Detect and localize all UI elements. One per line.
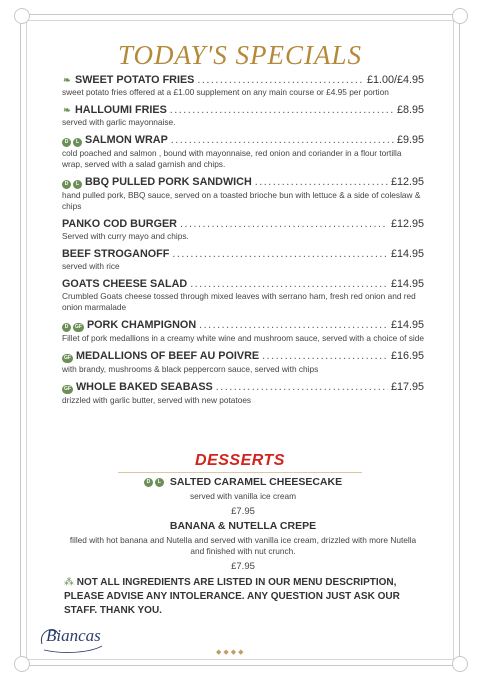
menu-item-header <box>62 278 424 290</box>
dessert-price: £7.95 <box>231 506 255 517</box>
gluten-free-icon: GF <box>64 355 71 361</box>
menu-item-price: £1.00/£4.95 <box>366 74 424 86</box>
menu-item <box>62 134 424 170</box>
dessert-name-row <box>62 476 424 488</box>
menu-item-header <box>62 248 424 260</box>
dietary-badges <box>62 385 73 394</box>
lactose-icon: L <box>73 180 82 189</box>
leader-dots <box>172 248 388 260</box>
dairy-icon: D <box>62 138 71 147</box>
dessert-item <box>62 476 424 517</box>
dessert-name: BANANA & NUTELLA CREPE <box>169 520 317 532</box>
menu-item-price: £14.95 <box>390 278 424 290</box>
menu-item-header <box>62 319 424 332</box>
dietary-badges <box>62 106 72 115</box>
menu-item-name: WHOLE BAKED SEABASS <box>75 381 213 393</box>
dessert-description: served with vanilla ice cream <box>189 491 297 501</box>
menu-item-description: drizzled with garlic butter, served with new potatoes <box>62 395 252 405</box>
dessert-price: £7.95 <box>231 561 255 572</box>
menu-item-header <box>62 176 424 189</box>
menu-item-description: Crumbled Goats cheese tossed through mixed leaves with serrano ham, fresh red onion and red onion marmalade <box>62 291 416 312</box>
vegetarian-icon: ❧ <box>63 75 71 85</box>
dairy-icon: D <box>62 180 71 189</box>
menu-item-description: cold poached and salmon , bound with mayonnaise, red onion and coriander in a flour tortilla wrap, served with a salad garnish and chips. <box>62 148 402 169</box>
menu-item <box>62 218 424 242</box>
leader-dots <box>171 134 394 146</box>
leader-dots <box>199 319 388 331</box>
dietary-badges <box>62 354 73 363</box>
dessert-description: filled with hot banana and Nutella and served with vanilla ice cream, drizzled with more Nutella and finished with nut crunch. <box>69 535 417 556</box>
menu-item <box>62 104 424 128</box>
menu-item <box>62 74 424 98</box>
vegetarian-icon: ❧ <box>63 105 71 115</box>
desserts-divider <box>118 472 362 473</box>
leader-dots <box>180 218 388 230</box>
corner-ornament <box>452 656 468 672</box>
leader-dots <box>170 104 394 116</box>
menu-item-name: GOATS CHEESE SALAD <box>62 278 188 290</box>
menu-item <box>62 248 424 272</box>
dietary-badges <box>62 180 82 189</box>
menu-item-description: served with rice <box>62 261 120 271</box>
menu-item-price: £16.95 <box>390 350 424 362</box>
specials-list <box>62 74 424 412</box>
menu-item-description: with brandy, mushrooms & black peppercorn sauce, served with chips <box>62 364 319 374</box>
lactose-icon: L <box>155 478 164 487</box>
dairy-icon: D <box>144 478 153 487</box>
menu-item-price: £14.95 <box>390 319 424 331</box>
menu-item-description: Fillet of pork medallions in a creamy white wine and mushroom sauce, served with a choice of side <box>62 333 425 343</box>
menu-item-price: £8.95 <box>396 104 424 116</box>
menu-item-header <box>62 74 424 86</box>
menu-item <box>62 319 424 344</box>
menu-item-name: BEEF STROGANOFF <box>62 248 170 260</box>
dietary-badges <box>62 323 84 332</box>
menu-item-price: £12.95 <box>390 176 424 188</box>
menu-item-description: hand pulled pork, BBQ sauce, served on a toasted brioche bun with lettuce & a side of coleslaw & chips <box>62 190 421 211</box>
footer-ornament-icon: ◆◆◆◆ <box>216 649 246 656</box>
desserts-heading: DESSERTS <box>195 452 285 469</box>
leader-dots <box>197 74 364 86</box>
menu-item-description: served with garlic mayonnaise. <box>62 117 176 127</box>
dessert-badges <box>144 478 164 487</box>
menu-item-price: £17.95 <box>390 381 424 393</box>
leader-dots <box>255 176 388 188</box>
allergen-ornament-icon: ⁂ <box>64 577 74 588</box>
menu-item-header <box>62 104 424 116</box>
menu-item-header <box>62 381 424 394</box>
dairy-icon: D <box>62 323 71 332</box>
menu-item-name: HALLOUMI FRIES <box>75 104 167 116</box>
corner-ornament <box>452 8 468 24</box>
menu-item <box>62 176 424 212</box>
menu-item-name: PANKO COD BURGER <box>62 218 177 230</box>
leader-dots <box>190 278 388 290</box>
dietary-badges <box>62 76 72 85</box>
logo-text: Biancas <box>46 626 101 645</box>
menu-item-price: £9.95 <box>396 134 424 146</box>
menu-item-name: PORK CHAMPIGNON <box>86 319 197 331</box>
page-title: TODAY'S SPECIALS <box>117 40 363 70</box>
logo <box>36 622 106 656</box>
dessert-name: SALTED CARAMEL CHEESECAKE <box>169 476 343 488</box>
menu-item-header <box>62 134 424 147</box>
menu-item-description: sweet potato fries offered at a £1.00 supplement on any main course or £4.95 per portion <box>62 87 389 97</box>
menu-item-name: MEDALLIONS OF BEEF AU POIVRE <box>75 350 260 362</box>
gluten-free-icon: GF <box>75 324 82 330</box>
menu-item <box>62 350 424 375</box>
lactose-icon: L <box>73 138 82 147</box>
allergen-notice <box>64 576 424 618</box>
menu-item-name: BBQ PULLED PORK SANDWICH <box>85 176 252 188</box>
menu-item <box>62 278 424 313</box>
allergen-notice-text: NOT ALL INGREDIENTS ARE LISTED IN OUR MENU DESCRIPTION, PLEASE ADVISE ANY INTOLERANCE. ANY QUESTION JUST ASK OUR STAFF. THANK YOU. <box>64 577 400 616</box>
corner-ornament <box>14 8 30 24</box>
menu-item-description: Served with curry mayo and chips. <box>62 231 189 241</box>
menu-item-header <box>62 218 424 230</box>
menu-item-header <box>62 350 424 363</box>
dessert-item <box>62 520 424 572</box>
menu-item-name: SWEET POTATO FRIES <box>75 74 195 86</box>
corner-ornament <box>14 656 30 672</box>
leader-dots <box>216 381 388 393</box>
dietary-badges <box>62 138 82 147</box>
menu-item-name: SALMON WRAP <box>85 134 168 146</box>
gluten-free-icon: GF <box>64 386 71 392</box>
menu-item-price: £14.95 <box>390 248 424 260</box>
menu-item-price: £12.95 <box>390 218 424 230</box>
menu-item <box>62 381 424 406</box>
leader-dots <box>262 350 388 362</box>
